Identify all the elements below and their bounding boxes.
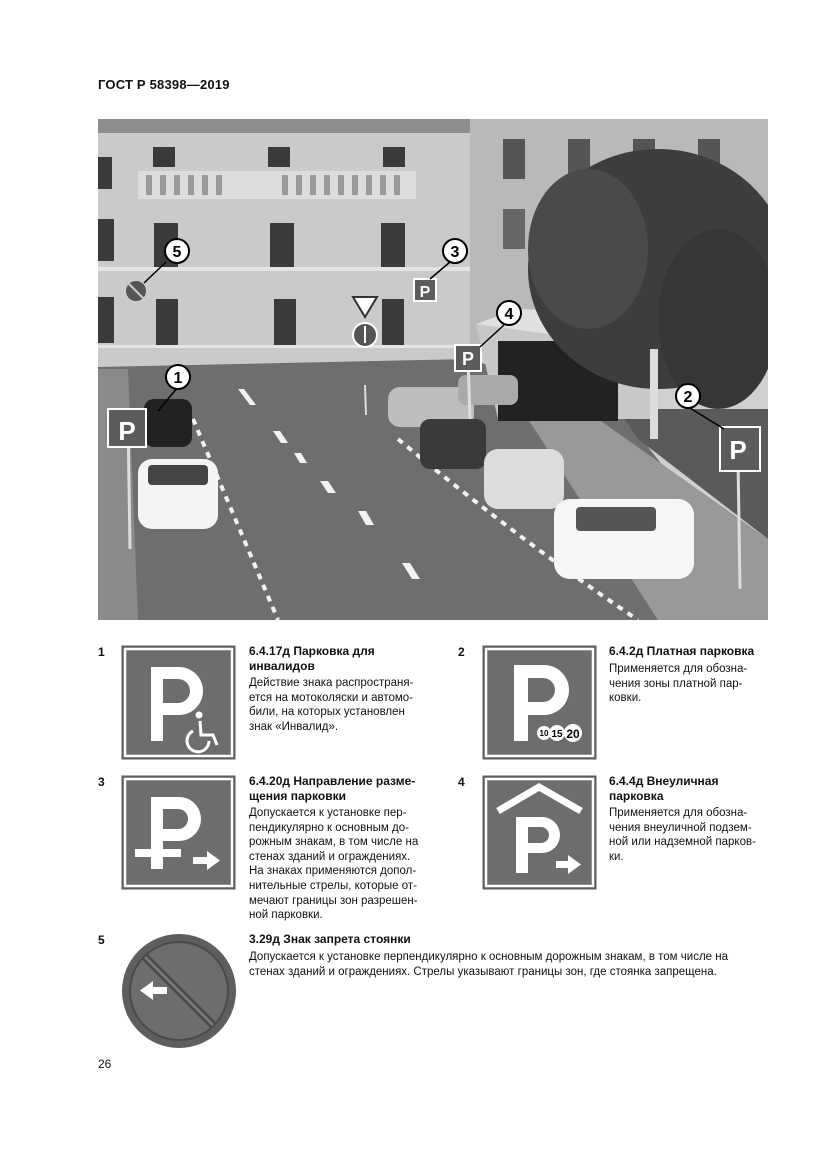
- sign-1-desc-line: знак «Инвалид».: [249, 720, 339, 733]
- fee-badge-10: 10: [539, 729, 549, 738]
- sign-4-desc-line: Применяется для обозна-: [609, 807, 748, 819]
- sign-3-number: 3: [98, 775, 105, 789]
- fee-badges: [537, 724, 582, 742]
- sign-2-paid-parking: [482, 645, 597, 765]
- callout-1: 1: [173, 370, 183, 387]
- sign-3-title-line1: 6.4.20д Направление разме-: [249, 774, 416, 788]
- sign-4-off-street-parking: [482, 775, 597, 895]
- sign-1-desc-line: Действие знака распространя-: [249, 677, 414, 689]
- sign-3-desc-line: нительные стрелы, которые от-: [249, 879, 417, 892]
- sign-2-title: 6.4.2д Платная парковка: [609, 644, 755, 658]
- sign-1-title-line2: инвалидов: [249, 659, 315, 673]
- sign-4-title-line2: парковка: [609, 789, 664, 803]
- sign-5-description: [249, 950, 771, 979]
- page-number: 26: [98, 1057, 112, 1071]
- sign-3-title: [249, 774, 439, 804]
- callout-5: 5: [172, 244, 182, 261]
- sign-3-title-line2: щения парковки: [249, 789, 346, 803]
- sign-4-title: [609, 774, 769, 804]
- sign-5-title: 3.29д Знак запрета стоянки: [249, 932, 411, 946]
- sign-4-description: [609, 806, 767, 864]
- sign-4-title-line1: 6.4.4д Внеуличная: [609, 774, 719, 788]
- fee-badge-20: 20: [566, 727, 580, 741]
- sign-2-desc-line: чения зоны платной пар-: [609, 677, 743, 690]
- document-header: ГОСТ Р 58398—2019: [98, 77, 230, 92]
- sign-2-description: [609, 662, 767, 706]
- sign-3-desc-line: стенах зданий и ограждениях.: [249, 850, 411, 863]
- sign-4-desc-line: ки.: [609, 850, 624, 863]
- sign-1-desc-line: били, на которых установлен: [249, 706, 405, 719]
- sign-4-number: 4: [458, 775, 465, 789]
- street-scene-photo: [98, 119, 768, 620]
- callout-2: 2: [683, 389, 693, 406]
- sign-2-desc-line: ковки.: [609, 692, 642, 705]
- sign-3-desc-line: пендикулярно к основным до-: [249, 821, 409, 834]
- sign-1-title-line1: 6.4.17д Парковка для: [249, 644, 375, 658]
- sign-5-desc-line: Допускается к установке перпендикулярно к основным дорожным знакам, в том числе на: [249, 951, 728, 963]
- photo-sign-3-letter: P: [419, 284, 431, 301]
- sign-3-parking-direction: [121, 775, 236, 895]
- sign-3-desc-line: Допускается к установке пер-: [249, 807, 407, 819]
- sign-5-number: 5: [98, 933, 105, 947]
- callout-4: 4: [504, 306, 514, 323]
- sign-1-number: 1: [98, 645, 105, 659]
- sign-1-title: [249, 644, 439, 674]
- photo-sign-1-letter: P: [118, 416, 136, 446]
- callout-3: 3: [450, 244, 460, 261]
- sign-5-no-stopping: [121, 933, 237, 1054]
- sign-1-desc-line: ется на мотоколяски и автомо-: [249, 691, 414, 704]
- sign-3-desc-line: рожным знакам, в том числе на: [249, 836, 419, 849]
- photo-sign-2-letter: P: [729, 435, 747, 465]
- photo-sign-4-letter: P: [461, 349, 475, 369]
- sign-4-desc-line: чения внеуличной подзем-: [609, 821, 752, 834]
- sign-3-desc-line: ной парковки.: [249, 909, 323, 922]
- sign-3-description: [249, 806, 439, 923]
- main-building: [98, 119, 470, 379]
- fee-badge-15: 15: [551, 729, 563, 740]
- sign-4-desc-line: ной или надземной парков-: [609, 836, 756, 849]
- sign-3-desc-line: мечают границы зон разрешен-: [249, 894, 418, 907]
- sign-3-desc-line: На знаках применяются допол-: [249, 865, 417, 878]
- sign-5-desc-line: стенах зданий и ограждениях. Стрелы указывают границы зон, где стоянка запрещена.: [249, 965, 717, 978]
- sign-1-description: [249, 676, 439, 734]
- sign-1-parking-disabled: [121, 645, 236, 765]
- sign-2-desc-line: Применяется для обозна-: [609, 663, 748, 675]
- sign-2-number: 2: [458, 645, 465, 659]
